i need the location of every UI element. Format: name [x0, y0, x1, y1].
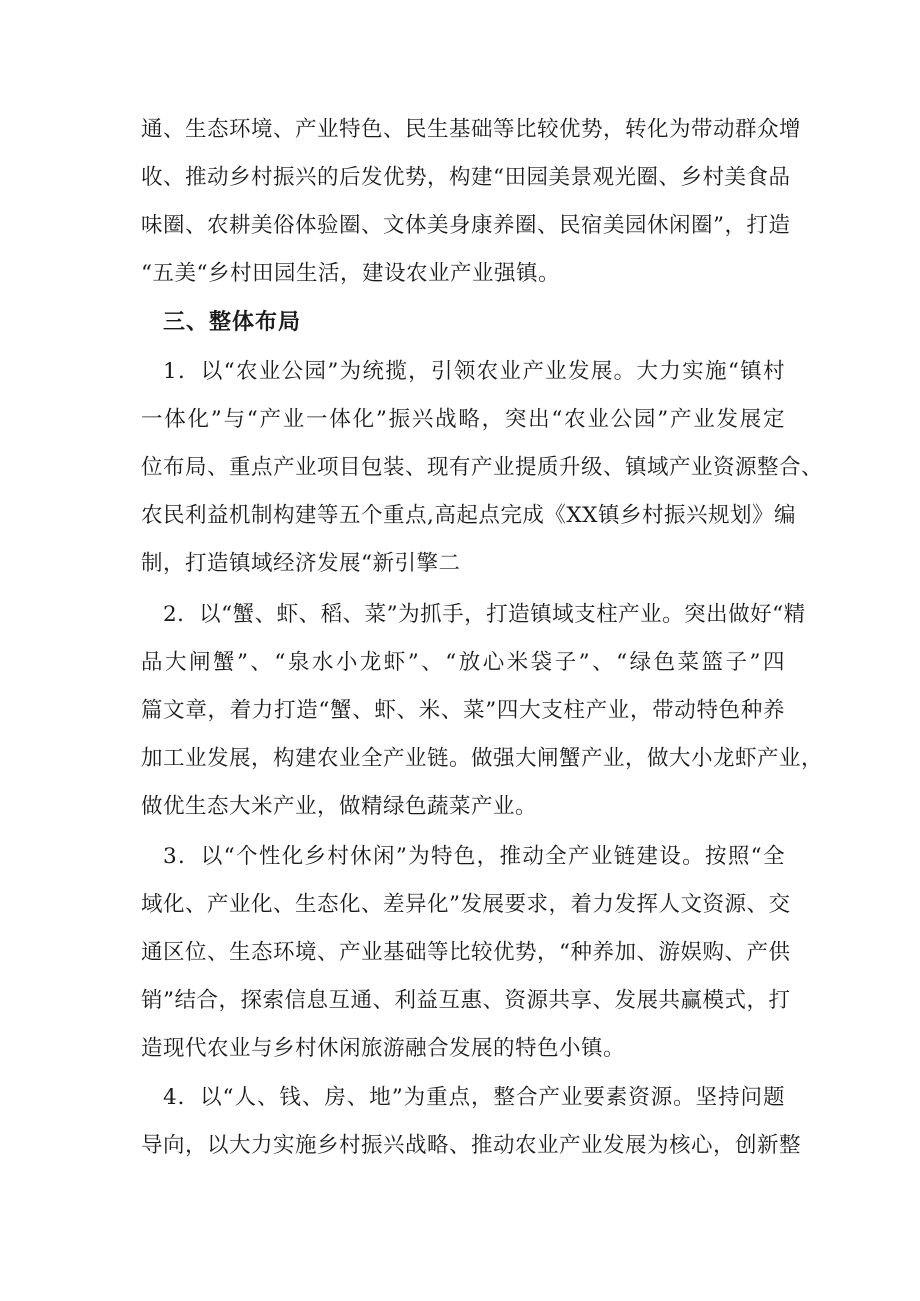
item1-line: 位布局、重点产业项目包装、现有产业提质升级、镇域产业资源整合、 — [141, 455, 824, 480]
item4-line: 4．以“人、钱、房、地”为重点，整合产业要素资源。坚持问题 — [163, 1085, 785, 1110]
item1-line: 一体化”与“产业一体化”振兴战略，突出“农业公园”产业发展定 — [141, 407, 785, 432]
item4-line: 导向，以大力实施乡村振兴战略、推动农业产业发展为核心，创新整 — [141, 1133, 802, 1158]
item1-line: 农民利益机制构建等五个重点,高起点完成《XX镇乡村振兴规划》编 — [141, 503, 796, 528]
item3-line: 通区位、生态环境、产业基础等比较优势，“种养加、游娱购、产供 — [141, 940, 791, 965]
intro-line: 味圈、农耕美俗体验圈、文体美身康养圈、民宿美园休闲圈”，打造 — [141, 213, 791, 238]
item2-line: 加工业发展，构建农业全产业链。做强大闸蟹产业，做大小龙虾产业， — [141, 746, 824, 771]
item1-line: 1．以“农业公园”为统揽，引领农业产业发展。大力实施“镇村 — [163, 359, 785, 384]
item2-line: 做优生态大米产业，做精绿色蔬菜产业。 — [141, 794, 538, 819]
intro-line: “五美“乡村田园生活，建设农业产业强镇。 — [141, 261, 560, 286]
item3-line: 3．以“个性化乡村休闲”为特色，推动全产业链建设。按照“全 — [163, 844, 785, 869]
item2-line: 篇文章，着力打造“蟹、虾、米、菜”四大支柱产业，带动特色种养 — [141, 698, 785, 723]
item3-line: 销”结合，探索信息互通、利益互惠、资源共享、发展共赢模式，打 — [141, 988, 791, 1013]
item2-line: 2．以“蟹、虾、稻、菜”为抓手，打造镇域支柱产业。突出做好“精 — [163, 602, 806, 627]
item1-line: 制，打造镇域经济发展“新引擎二 — [141, 551, 461, 576]
item3-line: 域化、产业化、生态化、差异化”发展要求，着力发挥人文资源、交 — [141, 892, 791, 917]
intro-line: 收、推动乡村振兴的后发优势，构建“田园美景观光圈、乡村美食品 — [141, 165, 791, 190]
intro-line: 通、生态环境、产业特色、民生基础等比较优势，转化为带动群众增 — [141, 117, 802, 142]
item2-line: 品大闸蟹”、“泉水小龙虾”、“放心米袋子”、“绿色菜篮子”四 — [141, 650, 785, 675]
item3-line: 造现代农业与乡村休闲旅游融合发展的特色小镇。 — [141, 1036, 626, 1061]
section-heading: 三、整体布局 — [163, 310, 302, 335]
